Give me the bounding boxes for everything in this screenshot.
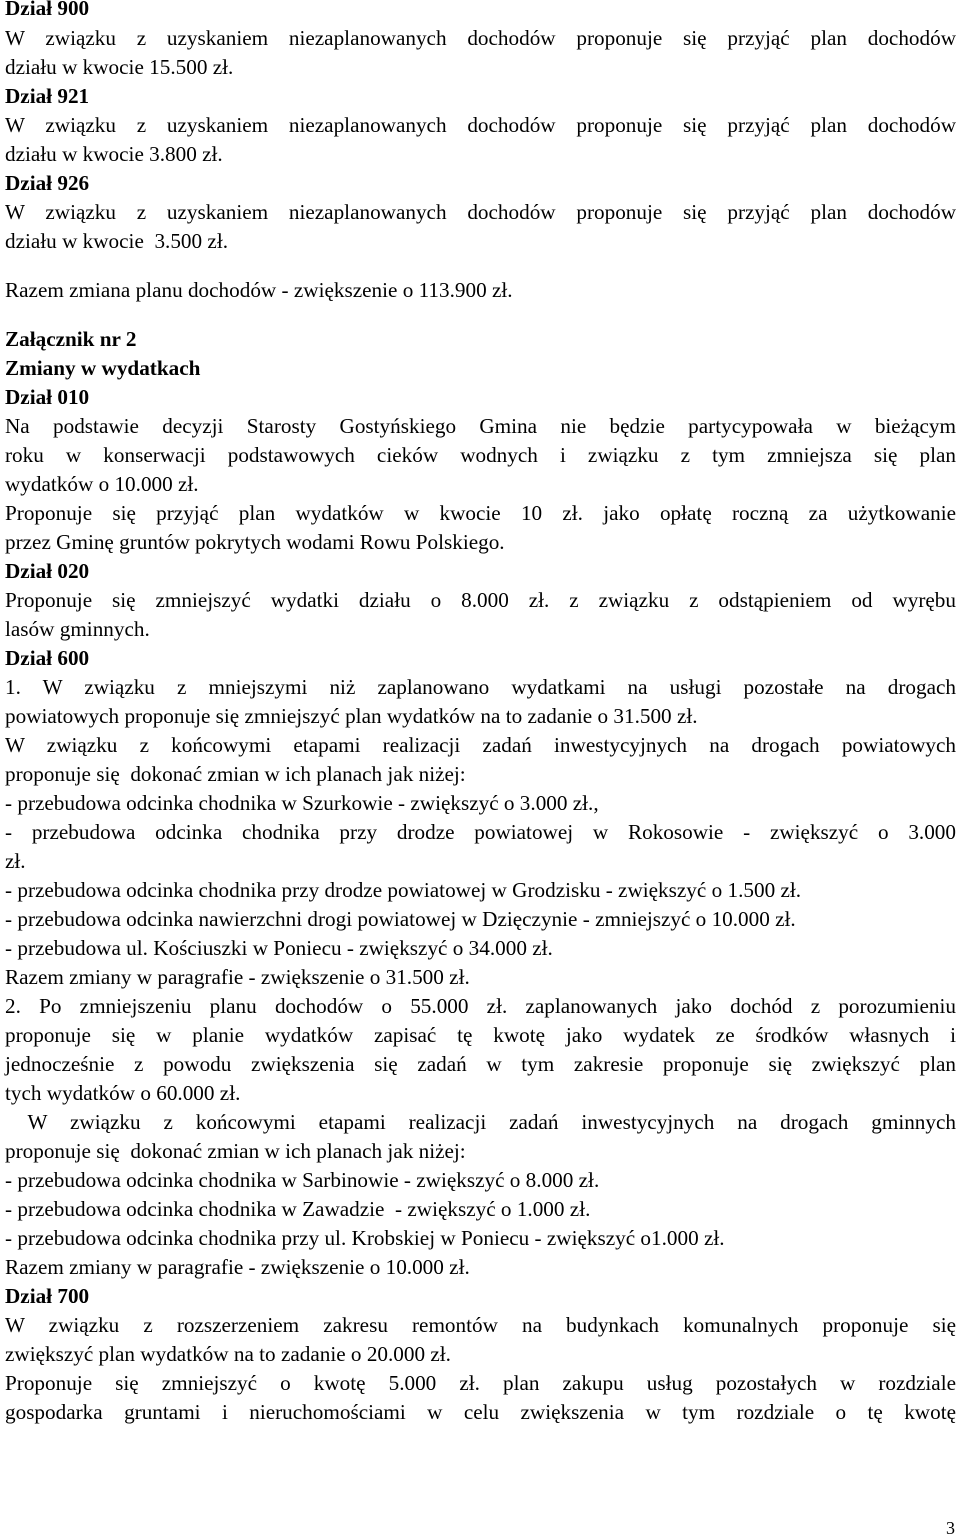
list-item: - przebudowa odcinka nawierzchni drogi powiatowej w Dzięczynie - zmniejszyć o 10.000 zł. <box>5 907 796 931</box>
heading-dzial-600: Dział 600 <box>5 646 90 670</box>
text-line: działu w kwocie 3.500 zł. <box>5 229 228 253</box>
text-line: W związku z uzyskaniem niezaplanowanych dochodów proponuje się przyjąć plan dochodów <box>5 113 956 137</box>
text-line: Proponuje się zmniejszyć wydatki działu o 8.000 zł. z związku z odstąpieniem od wyrębu <box>5 588 956 612</box>
list-item: - przebudowa odcinka chodnika przy drodze powiatowej w Grodzisku - zwiększyć o 1.500 zł. <box>5 878 802 902</box>
section-title-expenses: Zmiany w wydatkach <box>5 356 201 380</box>
text-line: jednocześnie z powodu zwiększenia się zadań w tym zakresie proponuje się zwiększyć plan <box>5 1052 956 1076</box>
text-line: proponuje się dokonać zmian w ich planach jak niżej: <box>5 762 466 786</box>
text-line: Proponuje się zmniejszyć o kwotę 5.000 zł. plan zakupu usług pozostałych w rozdziale <box>5 1371 956 1395</box>
text-line: lasów gminnych. <box>5 617 150 641</box>
text-line: W związku z uzyskaniem niezaplanowanych dochodów proponuje się przyjąć plan dochodów <box>5 26 956 50</box>
heading-dzial-020: Dział 020 <box>5 559 90 583</box>
text-line: działu w kwocie 3.800 zł. <box>5 142 223 166</box>
text-line: W związku z końcowymi etapami realizacji zadań inwestycyjnych na drogach powiatowych <box>5 733 956 757</box>
text-line: Na podstawie decyzji Starosty Gostyńskiego Gmina nie będzie partycypowała w bieżącym <box>5 414 956 438</box>
list-item: - przebudowa odcinka chodnika w Sarbinowie - zwiększyć o 8.000 zł. <box>5 1168 600 1192</box>
heading-dzial-700: Dział 700 <box>5 1284 90 1308</box>
page-number: 3 <box>946 1518 955 1538</box>
list-item: - przebudowa odcinka chodnika przy ul. Krobskiej w Poniecu - zwiększyć o1.000 zł. <box>5 1226 725 1250</box>
list-item: - przebudowa odcinka chodnika w Zawadzie - zwiększyć o 1.000 zł. <box>5 1197 591 1221</box>
text-line: 2. Po zmniejszeniu planu dochodów o 55.000 zł. zaplanowanych jako dochód z porozumieniu <box>5 994 956 1018</box>
heading-dzial-900: Dział 900 <box>5 0 90 20</box>
paragraph-total-line: Razem zmiany w paragrafie - zwiększenie o 10.000 zł. <box>5 1255 470 1279</box>
list-item: - przebudowa odcinka chodnika w Szurkowie - zwiększyć o 3.000 zł., <box>5 791 599 815</box>
text-line: zł. <box>5 849 26 873</box>
text-line: gospodarka gruntami i nieruchomościami w celu zwiększenia w tym rozdziale o tę kwotę <box>5 1400 956 1424</box>
text-line: W związku z końcowymi etapami realizacji zadań inwestycyjnych na drogach gminnych <box>5 1110 956 1134</box>
text-line: 1. W związku z mniejszymi niż zaplanowano wydatkami na usługi pozostałe na drogach <box>5 675 956 699</box>
attachment-title: Załącznik nr 2 <box>5 327 137 351</box>
text-line: działu w kwocie 15.500 zł. <box>5 55 234 79</box>
text-line: powiatowych proponuje się zmniejszyć plan wydatków na to zadanie o 31.500 zł. <box>5 704 698 728</box>
income-total-line: Razem zmiana planu dochodów - zwiększenie o 113.900 zł. <box>5 278 513 302</box>
list-item: - przebudowa ul. Kościuszki w Poniecu - zwiększyć o 34.000 zł. <box>5 936 553 960</box>
text-line: W związku z uzyskaniem niezaplanowanych dochodów proponuje się przyjąć plan dochodów <box>5 200 956 224</box>
text-line: wydatków o 10.000 zł. <box>5 472 199 496</box>
text-line: Proponuje się przyjąć plan wydatków w kwocie 10 zł. jako opłatę roczną za użytkowanie <box>5 501 956 525</box>
heading-dzial-010: Dział 010 <box>5 385 90 409</box>
text-line: tych wydatków o 60.000 zł. <box>5 1081 241 1105</box>
text-line: roku w konserwacji podstawowych cieków wodnych i związku z tym zmniejsza się plan <box>5 443 956 467</box>
list-item: - przebudowa odcinka chodnika przy drodze powiatowej w Rokosowie - zwiększyć o 3.000 <box>5 820 956 844</box>
paragraph-total-line: Razem zmiany w paragrafie - zwiększenie o 31.500 zł. <box>5 965 470 989</box>
heading-dzial-926: Dział 926 <box>5 171 90 195</box>
text-line: przez Gminę gruntów pokrytych wodami Rowu Polskiego. <box>5 530 505 554</box>
text-line: zwiększyć plan wydatków na to zadanie o 20.000 zł. <box>5 1342 451 1366</box>
text-line: proponuje się w planie wydatków zapisać tę kwotę jako wydatek ze środków własnych i <box>5 1023 956 1047</box>
text-line: W związku z rozszerzeniem zakresu remontów na budynkach komunalnych proponuje się <box>5 1313 956 1337</box>
text-line: proponuje się dokonać zmian w ich planach jak niżej: <box>5 1139 466 1163</box>
heading-dzial-921: Dział 921 <box>5 84 90 108</box>
